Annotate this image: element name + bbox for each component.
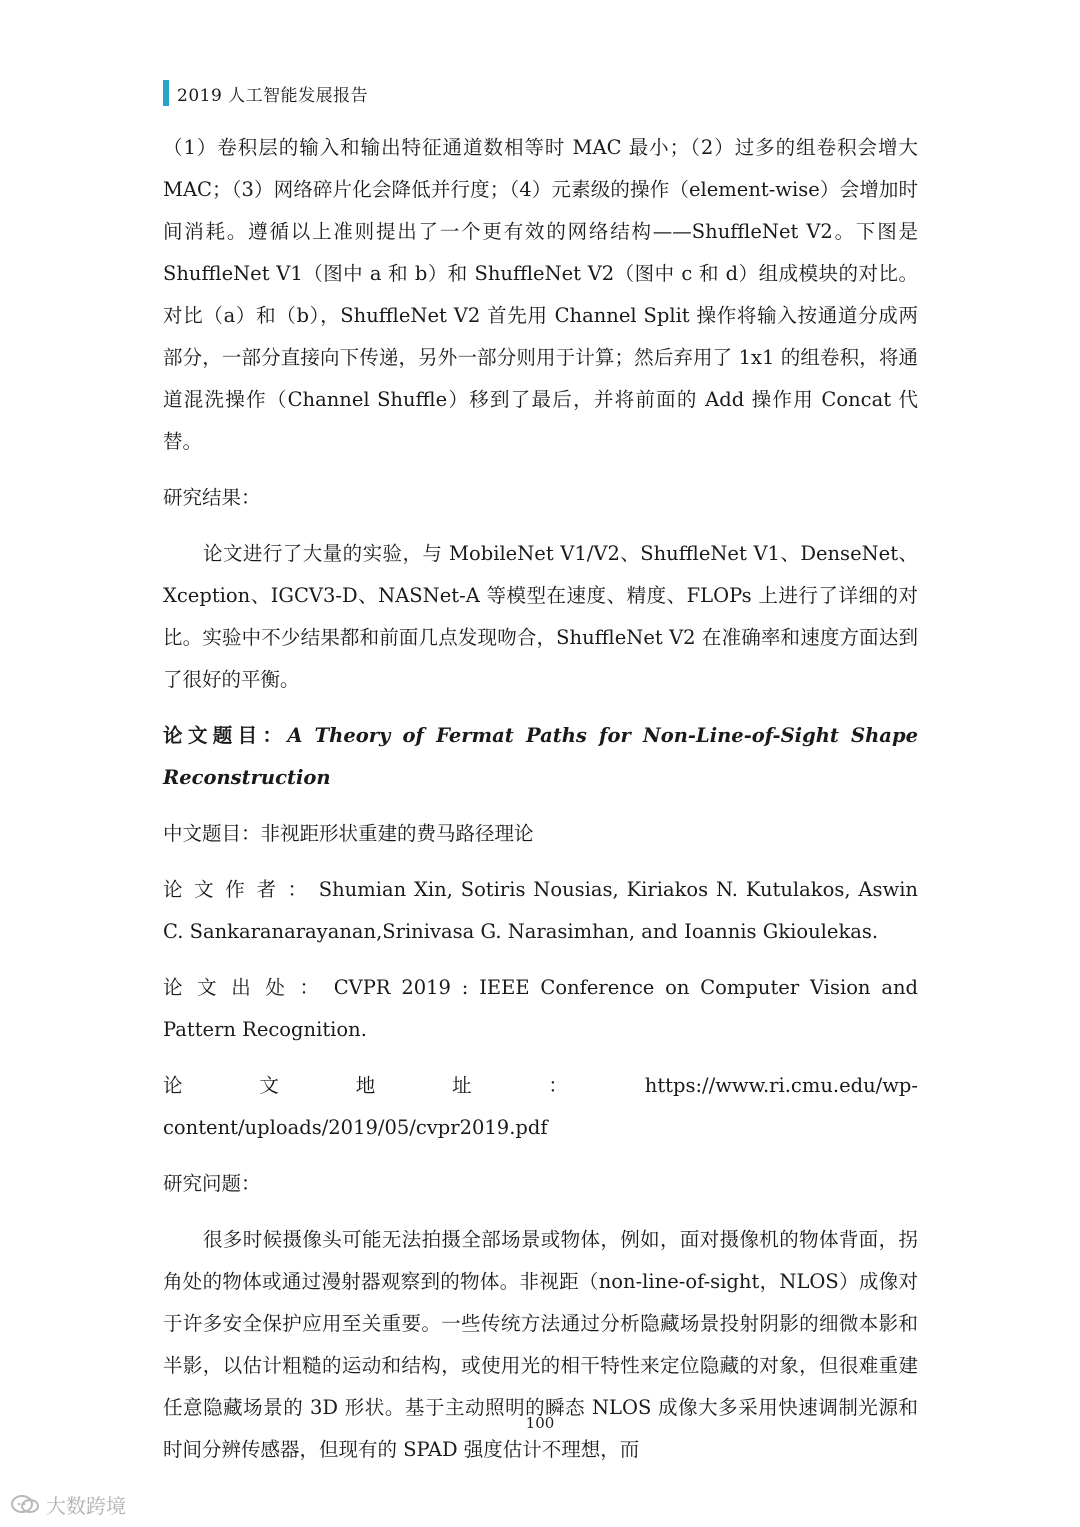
source-label: 论文出处： [163, 976, 334, 999]
paragraph-question: 很多时候摄像头可能无法拍摄全部场景或物体，例如，面对摄像机的物体背面，拐角处的物体或通过漫射器观察到的物体。非视距（non-line-of-sight，NLOS）成像对于许多安全保护应用至关重要。一些传统方法通过分析隐藏场景投射阴影的细微本影和半影，以估计粗糙的运动和结构，或使用光的相干特性来定位隐藏的对象，但很难重建任意隐藏场景的 3D 形状。基于主动照明的瞬态 NLOS 成像大多采用快速调制光源和时间分辨传感器，但现有的 SPAD 强度估计不理想，而 [163, 1228, 918, 1461]
page-content [163, 127, 918, 1471]
header-accent-bar [163, 80, 169, 106]
paper-title: A Theory of Fermat Paths for Non-Line-of-Sight Shape Reconstruction [163, 724, 918, 789]
paragraph-shufflenet: （1）卷积层的输入和输出特征通道数相等时 MAC 最小；（2）过多的组卷积会增大 MAC；（3）网络碎片化会降低并行度；（4）元素级的操作（element-wise）会增加时间消耗。遵循以上准则提出了一个更有效的网络结构——ShuffleNet V2。下图是 ShuffleNet V1（图中 a 和 b）和 ShuffleNet V2（图中 c 和 d）组成模块的对比。对比（a）和（b），ShuffleNet V2 首先用 Channel Split 操作将输入按通道分成两部分，一部分直接向下传递，另外一部分则用于计算；然后弃用了 1x1 的组卷积，将通道混洗操作（Channel Shuffle）移到了最后，并将前面的 Add 操作用 Concat 代替。 [163, 136, 918, 453]
chat-bubble-icon [10, 1494, 40, 1516]
authors-field [163, 869, 918, 953]
authors: Shumian Xin, Sotiris Nousias, Kiriakos N. Kutulakos, Aswin C. Sankaranarayanan,Srinivasa G. Narasimhan, and Ioannis Gkioulekas. [163, 878, 918, 943]
source: CVPR 2019 : IEEE Conference on Computer Vision and Pattern Recognition. [163, 976, 918, 1041]
authors-label: 论文作者： [163, 878, 319, 901]
header-title: 2019 人工智能发展报告 [177, 85, 369, 106]
page-header [163, 78, 368, 108]
paper-url[interactable]: https://www.ri.cmu.edu/wp-content/uploads/2019/05/cvpr2019.pdf [163, 1074, 918, 1139]
paragraph-results: 论文进行了大量的实验，与 MobileNet V1/V2、ShuffleNet V1、DenseNet、Xception、IGCV3-D、NASNet-A 等模型在速度、精度、FLOPs 上进行了详细的对比。实验中不少结果都和前面几点发现吻合，ShuffleNet V2 在准确率和速度方面达到了很好的平衡。 [163, 542, 918, 691]
url-field [163, 1065, 918, 1149]
paper-title-label: 论文题目： [163, 724, 288, 747]
page-number: 100 [525, 1414, 555, 1432]
watermark-text: 大数跨境 [46, 1494, 126, 1518]
question-heading: 研究问题： [163, 1172, 261, 1195]
source-field [163, 967, 918, 1051]
watermark [10, 1490, 126, 1519]
paper-title-field [163, 715, 918, 799]
cn-title-label: 中文题目： [163, 822, 261, 845]
results-heading: 研究结果： [163, 486, 261, 509]
cn-title-field [163, 813, 918, 855]
cn-title: 非视距形状重建的费马路径理论 [260, 822, 534, 845]
url-label: 论文地址： [163, 1074, 645, 1097]
